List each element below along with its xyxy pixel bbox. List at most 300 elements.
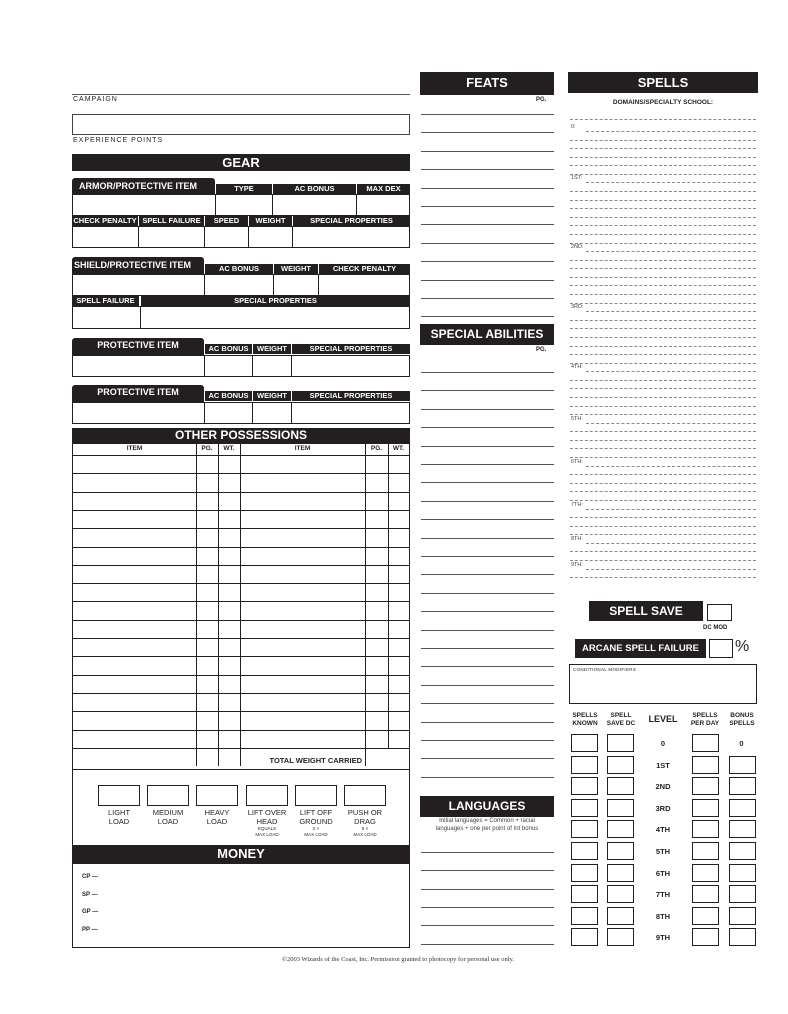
spells-per-day-box[interactable]: [692, 842, 719, 860]
spells-known-header-2: KNOWN: [572, 720, 598, 727]
arcane-spell-failure-label: ARCANE SPELL FAILURE: [575, 639, 706, 658]
load-field-4[interactable]: [246, 785, 288, 806]
spells-known-box[interactable]: [571, 820, 598, 838]
shield-check-penalty-header: CHECK PENALTY: [319, 264, 410, 274]
bonus-spells-box[interactable]: [729, 820, 756, 838]
possessions-item-field[interactable]: [241, 548, 364, 565]
armor-special-properties-field[interactable]: [292, 226, 409, 248]
bonus-spells-box[interactable]: [729, 799, 756, 817]
armor-spell-failure-field[interactable]: [138, 226, 205, 248]
spell-line[interactable]: [570, 431, 756, 432]
spell-line[interactable]: [570, 337, 756, 338]
spell-line[interactable]: [586, 423, 756, 424]
spell-line[interactable]: [570, 165, 756, 166]
possessions-col-divider: [196, 443, 197, 766]
experience-points-label: EXPERIENCE POINTS: [73, 137, 164, 144]
spell-line[interactable]: [570, 534, 756, 535]
possessions-item-field[interactable]: [73, 676, 195, 693]
protective-item-2-special-header: SPECIAL PROPERTIES: [292, 391, 410, 401]
protective-item-2-weight-field[interactable]: [252, 402, 292, 424]
campaign-line: [72, 94, 410, 95]
possessions-item-field[interactable]: [73, 621, 195, 638]
spells-known-box[interactable]: [571, 907, 598, 925]
special-ability-line[interactable]: [421, 446, 554, 447]
dc-mod-label: DC MOD: [703, 625, 728, 631]
feats-pg-label: PG.: [536, 97, 547, 103]
feat-line[interactable]: [421, 243, 554, 244]
feat-line[interactable]: [421, 206, 554, 207]
spell-line[interactable]: [586, 311, 756, 312]
possessions-item-field[interactable]: [241, 511, 364, 528]
load-note-line1: EQUALS: [257, 826, 277, 831]
campaign-label: CAMPAIGN: [73, 96, 118, 103]
armor-ac-bonus-header: AC BONUS: [273, 184, 356, 194]
bonus-spells-box[interactable]: [729, 928, 756, 946]
special-ability-line[interactable]: [421, 593, 554, 594]
special-ability-line[interactable]: [421, 630, 554, 631]
possessions-item-field[interactable]: [73, 639, 195, 656]
arcane-spell-failure-field[interactable]: [709, 639, 733, 658]
spell-line[interactable]: [570, 157, 756, 158]
load-field-5[interactable]: [295, 785, 337, 806]
load-field-3[interactable]: [196, 785, 238, 806]
bonus-spells-header-2: SPELLS: [729, 720, 755, 727]
possessions-col-divider: [388, 443, 389, 748]
spells-known-box[interactable]: [571, 864, 598, 882]
possessions-header-item-1: ITEM: [126, 445, 143, 452]
money-pp[interactable]: PP —: [82, 927, 98, 933]
possessions-row-divider: [72, 748, 410, 749]
spell-line[interactable]: [570, 551, 756, 552]
bonus-spells-box[interactable]: [729, 864, 756, 882]
spells-per-day-box[interactable]: [692, 820, 719, 838]
spells-known-box[interactable]: [571, 756, 598, 774]
load-label-line1: HEAVY: [204, 808, 230, 817]
spells-title: SPELLS: [568, 72, 758, 93]
spell-line[interactable]: [570, 406, 756, 407]
special-ability-line[interactable]: [421, 482, 554, 483]
spell-line[interactable]: [570, 354, 756, 355]
protective-item-1-title: PROTECTIVE ITEM: [72, 338, 204, 355]
feat-line[interactable]: [421, 169, 554, 170]
spells-per-day-box[interactable]: [692, 734, 719, 752]
money-title: MONEY: [72, 845, 410, 863]
feats-title: FEATS: [420, 72, 554, 95]
shield-ac-bonus-field[interactable]: [204, 274, 274, 296]
gear-title: GEAR: [72, 154, 410, 171]
protective-item-1-ac-bonus-header: AC BONUS: [205, 344, 252, 354]
possessions-item-field[interactable]: [73, 548, 195, 565]
spell-line[interactable]: [570, 140, 756, 141]
armor-special-properties-header: SPECIAL PROPERTIES: [293, 216, 410, 226]
spell-level-label: 6TH:: [571, 459, 583, 465]
percent-sign: %: [735, 638, 750, 655]
languages-note-2: languages + one per point of Int bonus: [435, 826, 539, 832]
load-field-1[interactable]: [98, 785, 140, 806]
spell-line[interactable]: [570, 303, 756, 304]
spell-save-dc-header-1: SPELL: [610, 712, 632, 719]
spell-level-label: 0: [660, 739, 666, 748]
spell-line[interactable]: [586, 182, 756, 183]
spells-known-box[interactable]: [571, 734, 598, 752]
shield-special-properties-field[interactable]: [140, 306, 409, 329]
spells-per-day-box[interactable]: [692, 799, 719, 817]
bonus-spells-box[interactable]: [729, 777, 756, 795]
feat-line[interactable]: [421, 316, 554, 317]
spell-line[interactable]: [570, 388, 756, 389]
special-ability-line[interactable]: [421, 758, 554, 759]
possessions-item-field[interactable]: [241, 731, 364, 748]
spell-line[interactable]: [570, 243, 756, 244]
spell-line[interactable]: [570, 397, 756, 398]
load-label-line2: LOAD: [157, 817, 179, 826]
special-abilities-pg-label: PG.: [536, 347, 547, 353]
spell-save-dc-mod-field[interactable]: [707, 604, 732, 621]
spells-known-box[interactable]: [571, 928, 598, 946]
spell-line[interactable]: [586, 371, 756, 372]
spell-line[interactable]: [586, 466, 756, 467]
spell-level-label: 2ND: [655, 782, 671, 791]
protective-item-1-special-header: SPECIAL PROPERTIES: [292, 344, 410, 354]
shield-spell-failure-header: SPELL FAILURE: [72, 296, 139, 306]
load-label-line2: DRAG: [354, 817, 376, 826]
level-header: LEVEL: [648, 714, 678, 724]
spell-line[interactable]: [570, 363, 756, 364]
armor-title: ARMOR/PROTECTIVE ITEM: [72, 178, 215, 195]
spell-line[interactable]: [570, 474, 756, 475]
spell-save-dc-box[interactable]: [607, 928, 634, 946]
spell-save-dc-box[interactable]: [607, 864, 634, 882]
armor-name-field[interactable]: [72, 194, 216, 216]
special-ability-line[interactable]: [421, 556, 554, 557]
spell-save-dc-box[interactable]: [607, 842, 634, 860]
spell-line[interactable]: [570, 457, 756, 458]
special-ability-line[interactable]: [421, 372, 554, 373]
possessions-item-field[interactable]: [73, 602, 195, 619]
spells-per-day-box[interactable]: [692, 885, 719, 903]
spells-known-box[interactable]: [571, 842, 598, 860]
load-note-line2: MAX LOAD: [255, 832, 279, 837]
spell-line[interactable]: [570, 320, 756, 321]
possessions-item-field[interactable]: [73, 493, 195, 510]
feat-line[interactable]: [421, 188, 554, 189]
spell-line[interactable]: [570, 491, 756, 492]
protective-item-1-weight-header: WEIGHT: [253, 344, 291, 354]
possessions-header-pg-1: PG.: [201, 445, 213, 452]
spells-per-day-box[interactable]: [692, 756, 719, 774]
possessions-item-field[interactable]: [241, 657, 364, 674]
spells-per-day-header-2: PER DAY: [690, 720, 720, 727]
spell-level-label: 5TH:: [571, 416, 583, 422]
spell-line[interactable]: [586, 569, 756, 570]
special-ability-line[interactable]: [421, 574, 554, 575]
bonus-spells-box[interactable]: [729, 885, 756, 903]
special-ability-line[interactable]: [421, 390, 554, 391]
spells-known-header-1: SPELLS: [572, 712, 598, 719]
spell-line[interactable]: [570, 448, 756, 449]
money-sp[interactable]: SP —: [82, 892, 98, 898]
possessions-item-field[interactable]: [241, 456, 364, 473]
armor-weight-header: WEIGHT: [249, 216, 292, 226]
spell-line[interactable]: [570, 268, 756, 269]
spell-level-label: 4TH:: [571, 364, 583, 370]
experience-points-field[interactable]: [72, 114, 410, 135]
spell-level-label: 8TH: [655, 912, 671, 921]
possessions-header-pg-2: PG.: [370, 445, 383, 452]
special-ability-line[interactable]: [421, 519, 554, 520]
possessions-item-field[interactable]: [73, 566, 195, 583]
special-ability-line[interactable]: [421, 538, 554, 539]
special-ability-line[interactable]: [421, 722, 554, 723]
spells-per-day-box[interactable]: [692, 777, 719, 795]
spell-line[interactable]: [570, 234, 756, 235]
load-label-line2: GROUND: [299, 817, 333, 826]
feat-line[interactable]: [421, 261, 554, 262]
shield-ac-bonus-header: AC BONUS: [205, 264, 273, 274]
spell-line[interactable]: [570, 500, 756, 501]
spells-per-day-box[interactable]: [692, 928, 719, 946]
possessions-header-wt-2: WT.: [392, 445, 405, 452]
spell-line[interactable]: [586, 131, 756, 132]
spells-known-box[interactable]: [571, 777, 598, 795]
load-label-line2: LOAD: [108, 817, 130, 826]
spell-save-dc-box[interactable]: [607, 820, 634, 838]
spell-save-dc-box[interactable]: [607, 907, 634, 925]
spell-line[interactable]: [570, 346, 756, 347]
feat-line[interactable]: [421, 114, 554, 115]
spell-line[interactable]: [570, 526, 756, 527]
spells-known-box[interactable]: [571, 885, 598, 903]
feat-line[interactable]: [421, 224, 554, 225]
feat-line[interactable]: [421, 132, 554, 133]
spell-line[interactable]: [570, 277, 756, 278]
possessions-item-field[interactable]: [241, 602, 364, 619]
special-ability-line[interactable]: [421, 501, 554, 502]
language-line[interactable]: [421, 870, 554, 871]
spell-line[interactable]: [570, 148, 756, 149]
possessions-item-field[interactable]: [73, 456, 195, 473]
spell-line[interactable]: [570, 200, 756, 201]
shield-weight-header: WEIGHT: [274, 264, 318, 274]
load-label-line1: PUSH OR: [347, 808, 383, 817]
load-label-line1: LIFT OFF: [299, 808, 333, 817]
possessions-item-field[interactable]: [73, 657, 195, 674]
spell-level-label: 3RD: [655, 804, 671, 813]
possessions-item-field[interactable]: [73, 584, 195, 601]
armor-max-dex-header: MAX DEX: [357, 184, 410, 194]
spell-line[interactable]: [570, 328, 756, 329]
bonus-spells-box[interactable]: [729, 842, 756, 860]
spell-line[interactable]: [570, 440, 756, 441]
total-weight-carried-field[interactable]: [365, 751, 409, 769]
possessions-item-field[interactable]: [73, 712, 195, 729]
special-ability-line[interactable]: [421, 740, 554, 741]
spell-line[interactable]: [570, 414, 756, 415]
spell-line[interactable]: [570, 380, 756, 381]
spell-level-label: 7TH:: [571, 502, 583, 508]
spell-level-label: 6TH: [655, 869, 671, 878]
spell-line[interactable]: [570, 517, 756, 518]
spells-per-day-header-1: SPELLS: [692, 712, 718, 719]
spell-line[interactable]: [570, 285, 756, 286]
special-ability-line[interactable]: [421, 409, 554, 410]
domains-line[interactable]: [570, 119, 756, 120]
language-line[interactable]: [421, 925, 554, 926]
spell-level-label: 2ND:: [571, 244, 584, 250]
protective-item-2-ac-bonus-field[interactable]: [204, 402, 253, 424]
shield-special-properties-header: SPECIAL PROPERTIES: [141, 296, 410, 306]
possessions-item-field[interactable]: [241, 621, 364, 638]
conditional-modifiers-label: CONDITIONAL MODIFIERS: [573, 667, 637, 672]
possessions-item-field[interactable]: [73, 731, 195, 748]
spell-line[interactable]: [586, 543, 756, 544]
spell-save-dc-header-2: SAVE DC: [606, 720, 636, 727]
load-label-line1: MEDIUM: [152, 808, 184, 817]
possessions-col-divider: [218, 443, 219, 766]
load-note-line1: 2 ×: [312, 826, 320, 831]
possessions-title: OTHER POSSESSIONS: [72, 428, 410, 443]
language-line[interactable]: [421, 852, 554, 853]
bonus-spells-box[interactable]: [729, 756, 756, 774]
languages-note-1: Initial languages = Common + racial: [439, 818, 535, 824]
special-ability-line[interactable]: [421, 427, 554, 428]
bonus-spells-box[interactable]: [729, 907, 756, 925]
possessions-item-field[interactable]: [241, 694, 364, 711]
spell-save-dc-box[interactable]: [607, 756, 634, 774]
domains-label: DOMAINS/SPECIALTY SCHOOL:: [612, 99, 714, 106]
spell-save-dc-box[interactable]: [607, 885, 634, 903]
language-line[interactable]: [421, 944, 554, 945]
possessions-item-field[interactable]: [241, 639, 364, 656]
special-ability-line[interactable]: [421, 685, 554, 686]
possessions-item-field[interactable]: [73, 529, 195, 546]
protective-item-2-special-field[interactable]: [291, 402, 409, 424]
money-gp[interactable]: GP —: [82, 909, 99, 915]
armor-max-dex-field[interactable]: [356, 194, 409, 216]
armor-speed-header: SPEED: [205, 216, 248, 226]
load-label-line2: LOAD: [206, 817, 228, 826]
spell-level-label: 4TH: [655, 825, 671, 834]
possessions-item-field[interactable]: [241, 493, 364, 510]
possessions-header-wt-1: WT.: [223, 445, 235, 452]
possessions-item-field[interactable]: [241, 712, 364, 729]
special-ability-line[interactable]: [421, 777, 554, 778]
languages-title: LANGUAGES: [420, 796, 554, 817]
spell-line[interactable]: [586, 251, 756, 252]
money-cp[interactable]: CP —: [82, 874, 98, 880]
spell-level-label: 5TH: [655, 847, 671, 856]
possessions-item-field[interactable]: [241, 566, 364, 583]
protective-item-2-ac-bonus-header: AC BONUS: [205, 391, 252, 401]
feat-line[interactable]: [421, 298, 554, 299]
spell-save-label: SPELL SAVE: [589, 601, 703, 621]
shield-title: SHIELD/PROTECTIVE ITEM: [72, 257, 204, 274]
protective-item-1-ac-bonus-field[interactable]: [204, 355, 253, 377]
armor-speed-field[interactable]: [204, 226, 249, 248]
shield-weight-field[interactable]: [273, 274, 319, 296]
armor-weight-field[interactable]: [248, 226, 293, 248]
spell-line[interactable]: [570, 260, 756, 261]
spell-line[interactable]: [586, 509, 756, 510]
spell-line[interactable]: [570, 294, 756, 295]
spell-level-label: 7TH: [655, 890, 671, 899]
spell-line[interactable]: [570, 225, 756, 226]
special-ability-line[interactable]: [421, 464, 554, 465]
load-field-6[interactable]: [344, 785, 386, 806]
spell-line[interactable]: [570, 217, 756, 218]
spell-level-label: 3RD:: [571, 304, 584, 310]
spells-per-day-box[interactable]: [692, 864, 719, 882]
spell-line[interactable]: [570, 560, 756, 561]
armor-spell-failure-header: SPELL FAILURE: [139, 216, 204, 226]
possessions-item-field[interactable]: [241, 676, 364, 693]
spell-level-label: 8TH:: [571, 536, 583, 542]
spell-save-dc-box[interactable]: [607, 734, 634, 752]
possessions-header-item-2: ITEM: [294, 445, 311, 452]
possessions-item-field[interactable]: [73, 694, 195, 711]
spell-save-dc-box[interactable]: [607, 777, 634, 795]
special-ability-line[interactable]: [421, 648, 554, 649]
load-label-line1: LIGHT: [107, 808, 131, 817]
armor-type-field[interactable]: [215, 194, 272, 216]
possessions-item-field[interactable]: [73, 511, 195, 528]
feat-line[interactable]: [421, 151, 554, 152]
spell-level-label: 1ST:: [571, 175, 583, 181]
spell-line[interactable]: [570, 174, 756, 175]
spell-save-dc-box[interactable]: [607, 799, 634, 817]
shield-check-penalty-field[interactable]: [318, 274, 409, 296]
possessions-item-field[interactable]: [73, 474, 195, 491]
possessions-item-field[interactable]: [241, 474, 364, 491]
load-field-2[interactable]: [147, 785, 189, 806]
protective-item-1-special-field[interactable]: [291, 355, 409, 377]
spell-line[interactable]: [570, 191, 756, 192]
spell-line[interactable]: [570, 208, 756, 209]
load-note-line1: 5 ×: [361, 826, 369, 831]
language-line[interactable]: [421, 889, 554, 890]
feat-line[interactable]: [421, 280, 554, 281]
money-box: [72, 863, 410, 948]
spell-level-label: 9TH:: [571, 562, 583, 568]
language-line[interactable]: [421, 907, 554, 908]
special-ability-line[interactable]: [421, 666, 554, 667]
load-label-line2: HEAD: [256, 817, 278, 826]
protective-item-2-weight-header: WEIGHT: [253, 391, 291, 401]
armor-type-header: TYPE: [216, 184, 272, 194]
spell-level-label: 1ST: [656, 761, 670, 770]
spell-level-label: 9TH: [655, 933, 671, 942]
spell-line[interactable]: [570, 483, 756, 484]
possessions-item-field[interactable]: [241, 529, 364, 546]
protective-item-1-weight-field[interactable]: [252, 355, 292, 377]
armor-ac-bonus-field[interactable]: [272, 194, 357, 216]
special-abilities-title: SPECIAL ABILITIES: [420, 324, 554, 345]
spell-level-label: 0:: [571, 124, 576, 130]
spells-known-box[interactable]: [571, 799, 598, 817]
total-weight-carried-label: TOTAL WEIGHT CARRIED: [269, 756, 362, 765]
spells-per-day-box[interactable]: [692, 907, 719, 925]
copyright-footer: ©2003 Wizards of the Coast, Inc. Permission granted to photocopy for personal use only.: [282, 956, 514, 963]
possessions-col-divider: [365, 443, 366, 766]
special-ability-line[interactable]: [421, 611, 554, 612]
load-note-line2: MAX LOAD: [353, 832, 377, 837]
load-note-line2: MAX LOAD: [304, 832, 328, 837]
protective-item-2-title: PROTECTIVE ITEM: [72, 385, 204, 402]
spell-line[interactable]: [570, 577, 756, 578]
possessions-item-field[interactable]: [241, 584, 364, 601]
special-ability-line[interactable]: [421, 703, 554, 704]
bonus-spells-header-1: BONUS: [730, 712, 754, 719]
